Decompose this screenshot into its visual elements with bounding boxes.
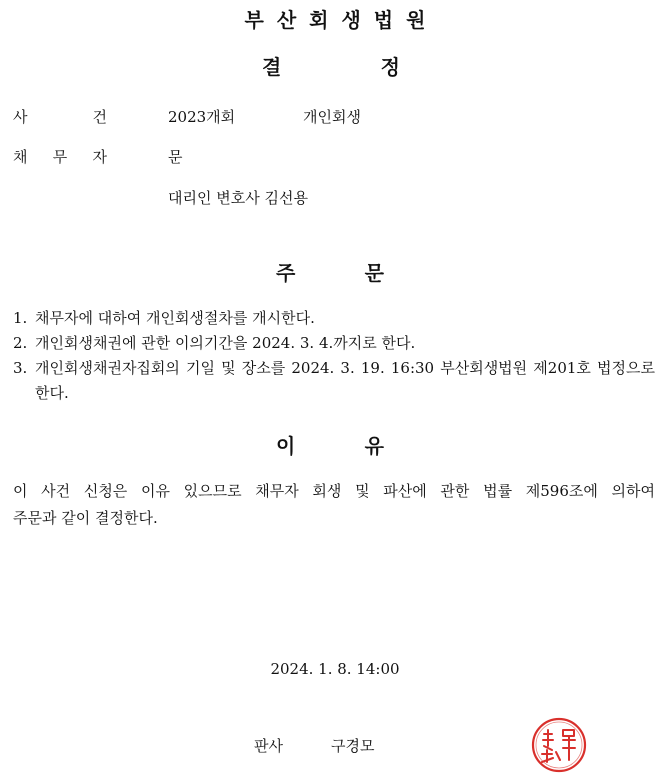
debtor-label-char-1: 채 — [13, 148, 28, 166]
document-title — [262, 51, 400, 80]
debtor-label-char-3: 자 — [92, 148, 107, 166]
order-item-number: 3. — [13, 359, 28, 377]
case-label-char-2: 건 — [92, 108, 107, 126]
document-title-char-1: 결 — [262, 55, 282, 79]
judge-seal-stamp — [530, 716, 588, 774]
document-title-char-2: 정 — [380, 55, 400, 79]
order-item-text: 채무자에 대하여 개인회생절차를 개시한다. — [35, 309, 315, 327]
reason-heading-char-1: 이 — [276, 434, 296, 458]
order-item — [13, 356, 655, 406]
judge-name: 구경모 — [331, 737, 375, 755]
order-item-number: 1. — [13, 309, 28, 327]
order-item — [13, 331, 655, 356]
case-label — [13, 106, 107, 127]
order-item-text: 개인회생채권에 관한 이의기간을 2024. 3. 4.까지로 한다. — [35, 334, 416, 352]
reason-heading-char-2: 유 — [364, 434, 384, 458]
order-heading-char-1: 주 — [276, 261, 296, 285]
reason-text-line-1: 이 사건 신청은 이유 있으므로 채무자 회생 및 파산에 관한 법률 제596조에 의하여 — [13, 482, 655, 500]
reason-text — [13, 478, 655, 532]
debtor-agent: 대리인 변호사 김선용 — [168, 189, 308, 207]
debtor-name: 문 — [168, 148, 183, 166]
case-number: 2023개회 — [168, 108, 236, 126]
reason-text-line-2: 주문과 같이 결정한다. — [13, 509, 158, 527]
order-item-number: 2. — [13, 334, 28, 352]
order-list — [13, 306, 655, 406]
debtor-label-char-2: 무 — [52, 148, 68, 166]
case-type: 개인회생 — [303, 108, 361, 126]
reason-heading — [276, 430, 384, 459]
debtor-label — [13, 146, 107, 167]
order-heading — [276, 257, 384, 286]
decision-date: 2024. 1. 8. 14:00 — [270, 660, 400, 678]
order-item-text: 개인회생채권자집회의 기일 및 장소를 2024. 3. 19. 16:30 부산회생법원 제201호 법정으로 한다. — [35, 359, 655, 402]
order-item — [13, 306, 655, 331]
court-name: 부산회생법원 — [244, 8, 439, 32]
judge-title: 판사 — [254, 737, 283, 755]
order-heading-char-2: 문 — [364, 261, 384, 285]
case-label-char-1: 사 — [13, 108, 28, 126]
seal-icon — [530, 716, 588, 774]
